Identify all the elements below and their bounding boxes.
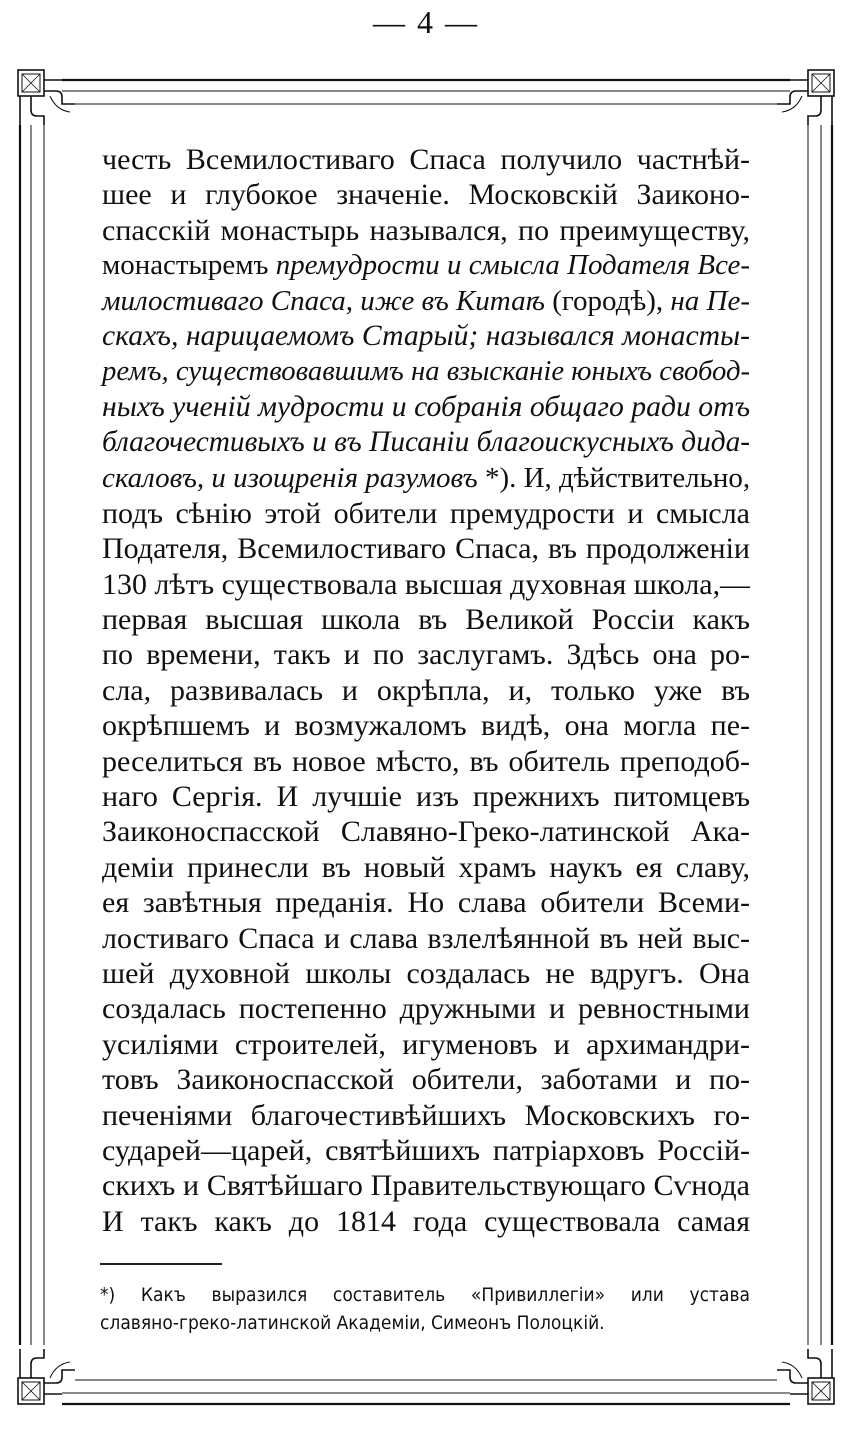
- text-line: [102, 248, 750, 283]
- footnote: [100, 1281, 750, 1337]
- text-run: наго Сергія. И лучшіе изъ прежнихъ питомцевъ: [102, 780, 750, 814]
- main-text: [102, 142, 750, 1239]
- italic-text-run: благочестивыхъ и въ Писаніи благоискусныхъ дида-: [102, 426, 750, 459]
- text-run: первая высшая школа въ Великой Россіи какъ: [102, 603, 750, 637]
- text-run: лостиваго Спаса и слава взлелѣянной въ ней выс-: [102, 921, 750, 955]
- text-run: (городѣ),: [552, 284, 671, 317]
- text-run: деміи принесли въ новый храмъ наукъ ея славу,: [102, 850, 750, 884]
- italic-text-run: на Пе-: [670, 284, 751, 317]
- text-run: шей духовной школы создалась не вдругъ. Она: [102, 956, 750, 990]
- text-line: [102, 461, 750, 496]
- text-run: Подателя, Всемилостиваго Спаса, въ продолженіи: [102, 532, 750, 566]
- text-line: [102, 1062, 750, 1097]
- text-line: [102, 425, 750, 460]
- text-run: 130 лѣтъ существовала высшая духовная школа,—: [102, 567, 750, 601]
- text-run: окрѣпшемъ и возмужаломъ видѣ, она могла пе-: [102, 709, 750, 743]
- text-line: [102, 284, 750, 319]
- text-line: [102, 673, 750, 708]
- text-line: [102, 142, 750, 177]
- text-run: шее и глубокое значеніе. Московскій Заиконо-: [102, 178, 750, 212]
- text-line: [102, 602, 750, 637]
- text-line: [102, 496, 750, 531]
- text-run: Заиконоспасской Славяно-Греко-латинской Ака-: [102, 815, 750, 849]
- text-line: [102, 637, 750, 672]
- text-line: [102, 708, 750, 743]
- italic-text-run: скаловъ, и изощренія разумовъ: [102, 461, 485, 494]
- text-line: [102, 850, 750, 885]
- page-number: — 4 —: [373, 4, 479, 40]
- text-run: монастыремъ: [102, 249, 276, 282]
- text-run: подъ сѣнію этой обители премудрости и смысла: [102, 496, 750, 530]
- italic-text-run: ныхъ ученій мудрости и собранія общаго ради отъ: [102, 390, 751, 423]
- text-run: сла, развивалась и окрѣпла, и, только уже въ: [102, 673, 750, 707]
- italic-text-run: скахъ, нарицаемомъ Старый; назывался монасты-: [102, 319, 750, 352]
- text-run: *). И, дѣйствительно,: [484, 461, 751, 494]
- text-line: [102, 1027, 750, 1062]
- text-line: [102, 814, 750, 849]
- text-line: [102, 1098, 750, 1133]
- text-run: сударей—царей, святѣйшихъ патріарховъ Россій-: [102, 1133, 750, 1167]
- italic-text-run: ремъ, существовавшимъ на взысканіе юныхъ свобод-: [102, 355, 750, 388]
- text-run: спасскій монастырь назывался, по преимуществу,: [102, 213, 750, 247]
- text-line: [102, 744, 750, 779]
- italic-text-run: милостиваго Спаса, иже въ Китаѣ: [102, 284, 553, 317]
- footnote-line: славяно-греко-латинской Академіи, Симеонъ Полоцкій.: [100, 1312, 605, 1334]
- footnote-divider: [100, 1263, 222, 1265]
- footnote-line: *) Какъ выразился составитель «Привиллегіи» или устава: [100, 1284, 750, 1306]
- text-line: [102, 1204, 750, 1239]
- text-line: [102, 567, 750, 602]
- text-line: [102, 319, 750, 354]
- text-run: честь Всемилостиваго Спаса получило частнѣй-: [102, 143, 750, 176]
- text-line: [102, 354, 750, 389]
- italic-text-run: премудрости и смысла Подателя Все-: [275, 249, 750, 282]
- text-line: [102, 213, 750, 248]
- text-line: [102, 531, 750, 566]
- text-line: [102, 1168, 750, 1203]
- text-run: скихъ и Святѣйшаго Правительствующаго Сѵнода: [102, 1169, 750, 1203]
- text-line: [102, 885, 750, 920]
- text-line: [102, 390, 750, 425]
- text-run: усиліями строителей, игуменовъ и архимандри-: [102, 1027, 750, 1061]
- text-line: [102, 991, 750, 1026]
- text-line: [102, 956, 750, 991]
- text-line: [102, 921, 750, 956]
- text-line: [102, 779, 750, 814]
- text-run: по времени, такъ и по заслугамъ. Здѣсь она ро-: [102, 638, 750, 672]
- text-run: товъ Заиконоспасской обители, заботами и по-: [102, 1063, 750, 1097]
- text-run: ея завѣтныя преданія. Но слава обители Всеми-: [102, 886, 750, 920]
- text-run: реселиться въ новое мѣсто, въ обитель преподоб-: [102, 744, 750, 778]
- text-run: печеніями благочестивѣйшихъ Московскихъ го-: [102, 1098, 750, 1132]
- text-line: [102, 177, 750, 212]
- text-run: создалась постепенно дружными и ревностными: [102, 992, 750, 1026]
- text-line: [102, 1133, 750, 1168]
- text-run: И такъ какъ до 1814 года существовала самая: [102, 1204, 750, 1238]
